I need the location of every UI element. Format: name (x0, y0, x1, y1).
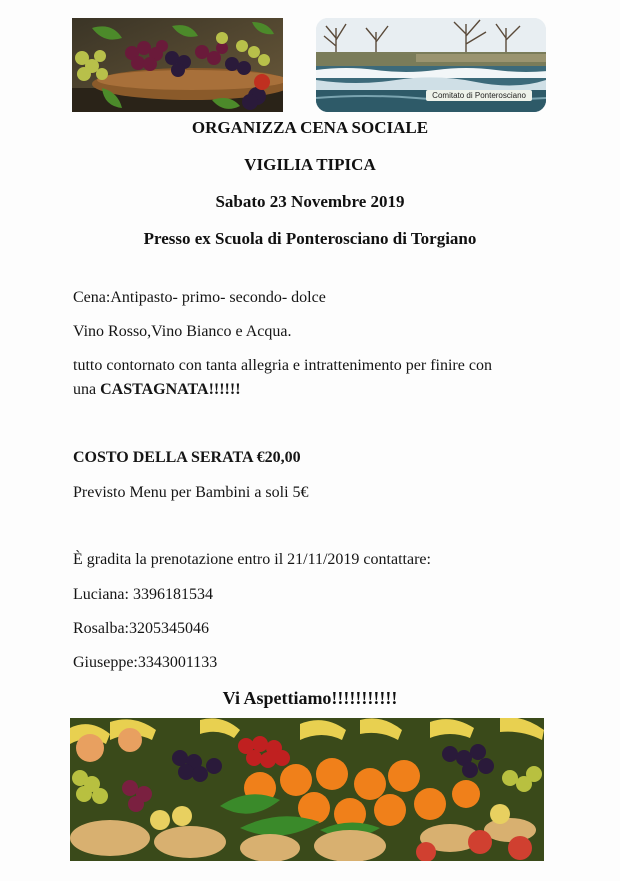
booking-text: È gradita la prenotazione entro il 21/11/2019 contattare: (73, 551, 431, 568)
entertainment-text-line2 (73, 381, 241, 399)
event-subtitle: VIGILIA TIPICA (244, 155, 376, 174)
committee-caption: Comitato di Ponterosciano (426, 90, 532, 101)
event-cost: COSTO DELLA SERATA €20,00 (73, 449, 301, 466)
entertainment-prefix: una (73, 381, 97, 398)
event-organizer-heading: ORGANIZZA CENA SOCIALE (191, 118, 429, 137)
contact-luciana: Luciana: 3396181534 (73, 586, 213, 603)
contact-giuseppe: Giuseppe:3343001133 (73, 654, 218, 671)
grapes-basket-photo (72, 18, 283, 112)
drinks-text: Vino Rosso,Vino Bianco e Acqua. (73, 323, 292, 340)
event-location: Presso ex Scuola di Ponterosciano di Torgiano (143, 229, 477, 248)
event-date: Sabato 23 Novembre 2019 (215, 192, 405, 211)
kids-menu-text: Previsto Menu per Bambini a soli 5€ (73, 484, 309, 501)
fruits-vegetables-photo (70, 718, 544, 861)
castagnata-highlight: CASTAGNATA!!!!!! (100, 381, 241, 398)
contact-rosalba: Rosalba:3205345046 (73, 620, 209, 637)
entertainment-text-line1: tutto contornato con tanta allegria e intrattenimento per finire con (73, 357, 492, 374)
river-landscape-photo (316, 18, 546, 112)
closing-message: Vi Aspettiamo!!!!!!!!!!! (222, 688, 398, 708)
menu-text: Cena:Antipasto- primo- secondo- dolce (73, 289, 326, 306)
